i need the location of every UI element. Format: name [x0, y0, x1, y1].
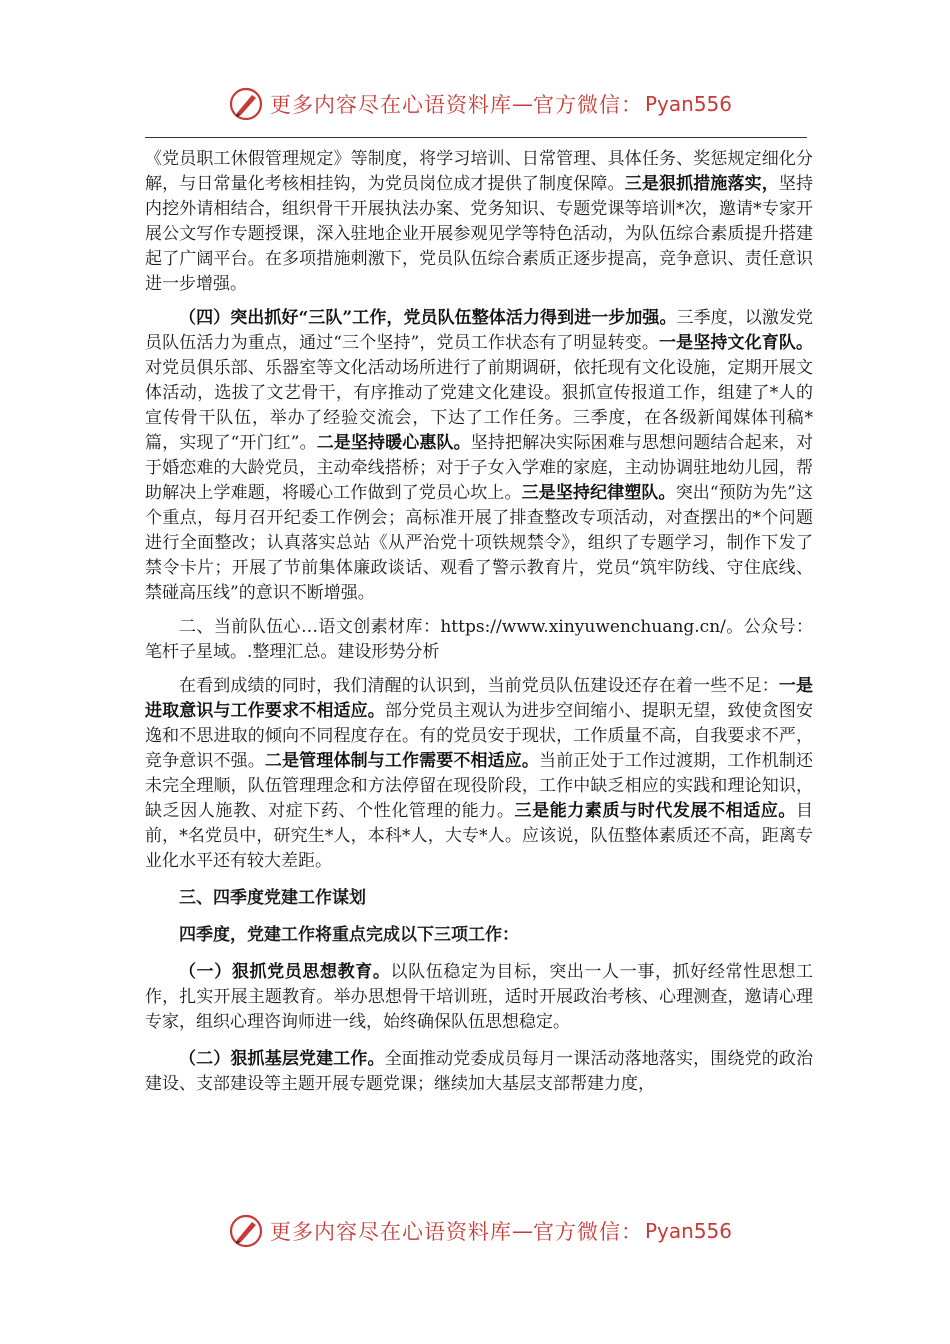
watermark-separator: — [512, 92, 533, 116]
section-heading-2: 二、当前队伍心…语文创素材库：https://www.xinyuwenchuang.cn/。公众号：笔杆子星域。.整理汇总。建设形势分析 [145, 617, 813, 662]
watermark-separator: — [512, 1219, 533, 1243]
watermark-wechat-id: Pyan556 [645, 1219, 733, 1243]
document-body [145, 147, 813, 1097]
watermark-site: 更多内容尽在心语资料库 [270, 93, 512, 117]
paragraph-1: 《党员职工休假管理规定》等制度，将学习培训、日常管理、具体任务、奖惩规定细化分解，与日常量化考核相挂钩，为党员岗位成才提供了制度保障。三是狠抓措施落实，坚持内挖外请相结合，组织骨干开展执法办案、党务知识、专题党课等培训*次，邀请*专家开展公文写作专题授课，深入驻地企业开展参观见学等特色活动，为队伍综合素质提升搭建起了广阔平台。在多项措施刺激下，党员队伍综合素质正逐步提高，竞争意识、责任意识进一步增强。 [145, 149, 814, 294]
watermark-wechat-label: 官方微信： [533, 93, 643, 117]
header-watermark [228, 84, 732, 124]
section-heading-3: 三、四季度党建工作谋划 [179, 888, 366, 908]
watermark-site: 更多内容尽在心语资料库 [270, 1220, 512, 1244]
paragraph-4: 在看到成绩的同时，我们清醒的认识到，当前党员队伍建设还存在着一些不足：一是进取意识与工作要求不相适应。部分党员主观认为进步空间缩小、提职无望，致使贪图安逸和不思进取的倾向不同程度存在。有的党员安于现状，工作质量不高，自我要求不严，竞争意识不强。二是管理体制与工作需要不相适应。当前正处于工作过渡期，工作机制还未完全理顺，队伍管理理念和方法停留在现役阶段，工作中缺乏相应的实践和理论知识，缺乏因人施教、对症下药、个性化管理的能力。三是能力素质与时代发展不相适应。目前，*名党员中，研究生*人，本科*人，大专*人。应该说，队伍整体素质还不高，距离专业化水平还有较大差距。 [145, 676, 814, 871]
footer-watermark [228, 1211, 732, 1251]
pen-logo-icon [228, 1213, 264, 1249]
section-intro: 四季度，党建工作将重点完成以下三项工作： [179, 925, 519, 945]
paragraph-2: （四）突出抓好“三队”工作，党员队伍整体活力得到进一步加强。三季度，以激发党员队伍活力为重点，通过“三个坚持”，党员工作状态有了明显转变。一是坚持文化育队。对党员俱乐部、乐器室等文化活动场所进行了前期调研，依托现有文化设施，定期开展文体活动，选拔了文艺骨干，有序推动了党建文化建设。狠抓宣传报道工作，组建了*人的宣传骨干队伍，举办了经验交流会，下达了工作任务。三季度，在各级新闻媒体刊稿*篇，实现了“开门红”。二是坚持暖心惠队。坚持把解决实际困难与思想问题结合起来，对于婚恋难的大龄党员，主动牵线搭桥；对于子女入学难的家庭，主动协调驻地幼儿园，帮助解决上学难题，将暖心工作做到了党员心坎上。三是坚持纪律塑队。突出“预防为先”这个重点，每月召开纪委工作例会；高标准开展了排查整改专项活动，对查摆出的*个问题进行全面整改；认真落实总站《从严治党十项铁规禁令》，组织了专题学习，制作下发了禁令卡片；开展了节前集体廉政谈话、观看了警示教育片，党员“筑牢防线、守住底线、禁碰高压线”的意识不断增强。 [145, 308, 814, 603]
paragraph-8: （二）狠抓基层党建工作。全面推动党委成员每月一课活动落地落实，围绕党的政治建设、支部建设等主题开展专题党课；继续加大基层支部帮建力度， [145, 1049, 814, 1094]
header-divider [145, 137, 807, 138]
pen-logo-icon [228, 86, 264, 122]
paragraph-7: （一）狠抓党员思想教育。以队伍稳定为目标，突出一人一事，抓好经常性思想工作，扎实开展主题教育。举办思想骨干培训班，适时开展政治考核、心理测查，邀请心理专家，组织心理咨询师进一线，始终确保队伍思想稳定。 [145, 962, 814, 1032]
watermark-wechat-label: 官方微信： [533, 1220, 643, 1244]
watermark-wechat-id: Pyan556 [645, 92, 733, 116]
